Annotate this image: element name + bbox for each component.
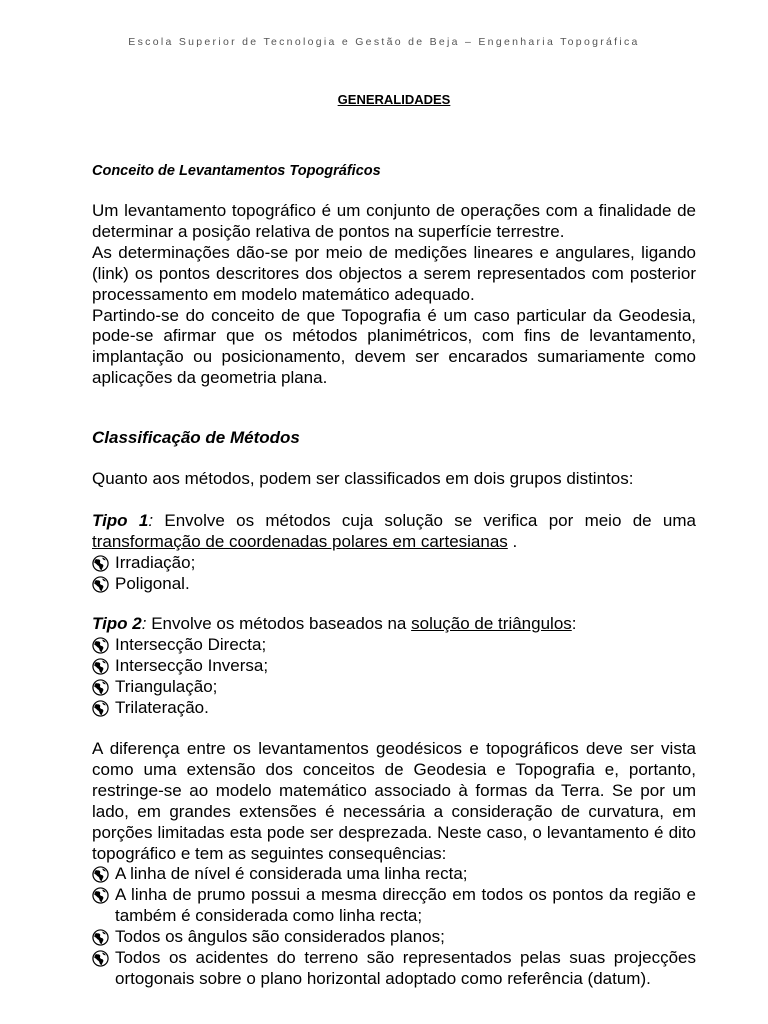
page-header: Escola Superior de Tecnologia e Gestão de Beja – Engenharia Topográfica	[128, 36, 640, 48]
tipo1-text: Envolve os métodos cuja solução se verifica por meio de uma	[153, 511, 696, 530]
tipo2-description	[92, 614, 696, 635]
tipo2-label: Tipo 2	[92, 614, 142, 633]
list-item	[92, 574, 696, 595]
tipo1-description	[92, 511, 696, 553]
tipo1-underlined: transformação de coordenadas polares em cartesianas	[92, 531, 508, 551]
globe-icon	[92, 929, 109, 946]
tipo1-label: Tipo 1	[92, 511, 149, 530]
globe-icon	[92, 658, 109, 675]
list-item-text: Intersecção Directa;	[115, 635, 267, 654]
tipo1-colon: :	[148, 511, 154, 530]
difference-text: A diferença entre os levantamentos geodésicos e topográficos deve ser vista como uma extensão dos conceitos de Geodesia e Topografia e, portanto, restringe-se ao modelo matemático associado à formas da Terra. Se por um lado, em grandes extensões é necessária a consideração de curvatura, em porções limitadas esta pode ser desprezada. Neste caso, o levantamento é dito topográfico e tem as seguintes consequências:	[92, 739, 696, 863]
intro-paragraph: As determinações dão-se por meio de medições lineares e angulares, ligando (link) os pontos descritores dos objectos a serem representados com posterior processamento em modelo matemático adequado.	[92, 242, 696, 304]
list-item-text: Irradiação;	[115, 553, 196, 572]
list-item	[92, 864, 696, 885]
globe-icon	[92, 555, 109, 572]
list-item	[92, 927, 696, 948]
tipo2-end: :	[571, 614, 577, 633]
list-item	[92, 656, 696, 677]
tipo2-colon: :	[141, 614, 147, 633]
tipo1-end: .	[507, 531, 518, 551]
list-item	[92, 948, 696, 990]
consequences-list	[92, 864, 696, 989]
list-item	[92, 553, 696, 574]
globe-icon	[92, 637, 109, 654]
intro-text	[92, 201, 696, 389]
classification-intro: Quanto aos métodos, podem ser classificados em dois grupos distintos:	[92, 469, 634, 488]
tipo1-list	[92, 553, 696, 595]
tipo2-list	[92, 635, 696, 719]
page-title: GENERALIDADES	[337, 92, 451, 107]
list-item-text: Todos os ângulos são considerados planos;	[115, 926, 445, 946]
section-subtitle: Conceito de Levantamentos Topográficos	[92, 163, 381, 179]
list-item	[92, 885, 696, 927]
list-item-text: Triangulação;	[115, 676, 218, 696]
list-item-text: Todos os acidentes do terreno são representados pelas suas projecções ortogonais sobre o plano horizontal adoptado como referência (datum).	[115, 947, 696, 988]
list-item	[92, 635, 696, 656]
difference-paragraph	[92, 739, 696, 864]
globe-icon	[92, 576, 109, 593]
intro-paragraph: Partindo-se do conceito de que Topografia é um caso particular da Geodesia, pode-se afirmar que os métodos planimétricos, com fins de levantamento, implantação ou posicionamento, devem ser encarados sumariamente como aplicações da geometria plana.	[92, 305, 696, 388]
globe-icon	[92, 866, 109, 883]
intro-paragraph: Um levantamento topográfico é um conjunto de operações com a finalidade de determinar a posição relativa de pontos na superfície terrestre.	[92, 201, 696, 241]
list-item-text: A linha de nível é considerada uma linha recta;	[115, 864, 468, 883]
globe-icon	[92, 679, 109, 696]
list-item-text: A linha de prumo possui a mesma direcção em todos os pontos da região e também é considerada como linha recta;	[115, 884, 696, 925]
classification-heading: Classificação de Métodos	[92, 428, 300, 447]
list-item	[92, 698, 696, 719]
tipo2-text: Envolve os métodos baseados na	[146, 614, 412, 633]
globe-icon	[92, 700, 109, 717]
globe-icon	[92, 950, 109, 967]
list-item-text: Poligonal.	[115, 573, 190, 593]
list-item-text: Intersecção Inversa;	[115, 655, 269, 675]
tipo2-underlined: solução de triângulos	[411, 614, 572, 633]
list-item-text: Trilateração.	[115, 697, 209, 717]
globe-icon	[92, 887, 109, 904]
list-item	[92, 677, 696, 698]
